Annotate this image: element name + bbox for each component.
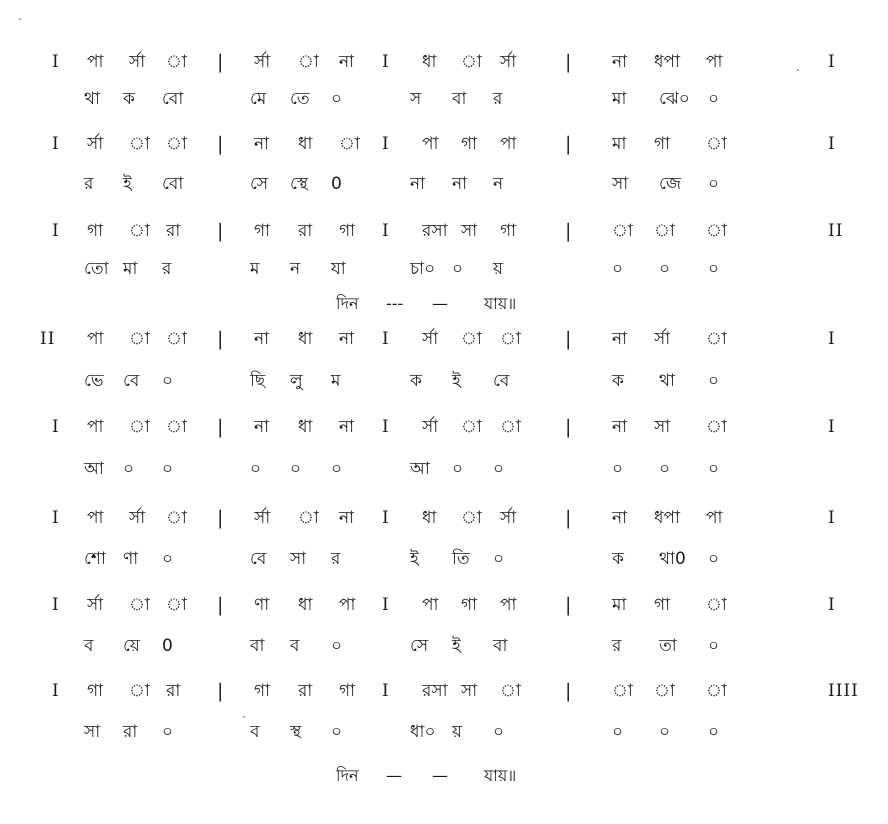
lyric-syllable: ক (123, 89, 135, 109)
lyric-syllable: ন (493, 174, 504, 194)
swara-note: না (612, 52, 628, 72)
lyric-syllable: রা (123, 722, 138, 742)
lyric-syllable: ক (612, 371, 624, 391)
refrain-word: — (386, 766, 402, 785)
lyric-syllable: বে (123, 371, 140, 391)
lyric-syllable: ব (290, 636, 300, 656)
swara-note: র্সা (500, 508, 517, 528)
lyric-syllable: ন (290, 259, 301, 279)
bar-line: I (52, 134, 60, 154)
bar-line: I (52, 595, 60, 615)
swara-note: ধা (298, 134, 313, 154)
bar-line: I (828, 417, 836, 437)
swara-note: র্সা (87, 134, 104, 154)
lyric-syllable: মে (250, 89, 267, 109)
lyric-syllable: ০ (331, 89, 343, 109)
lyric-syllable: সে (250, 174, 269, 194)
swara-note: পা (87, 508, 104, 528)
lyric-syllable: ই (123, 174, 132, 194)
refrain-word: দিন (336, 294, 359, 313)
lyric-syllable: ০ (331, 636, 343, 656)
swara-note: মা (612, 134, 627, 154)
bar-line: | (565, 133, 572, 155)
lyric-syllable: মা (612, 89, 627, 109)
swara-note: রা (298, 681, 313, 701)
lyric-syllable: ব (84, 636, 94, 656)
lyric-syllable: ক (612, 549, 624, 569)
swara-note: া (654, 681, 675, 701)
lyric-syllable: মা (123, 259, 138, 279)
swara-note: া (129, 134, 150, 154)
swara-note: া (612, 681, 633, 701)
swara-note: না (339, 52, 355, 72)
bar-line: I (382, 508, 390, 528)
lyric-syllable: ০ (331, 459, 343, 479)
bar-line: I (382, 681, 390, 701)
bar-line: IIII (828, 681, 859, 701)
swara-note: পা (422, 595, 439, 615)
swara-note: রসা (422, 221, 448, 241)
refrain-line (0, 762, 888, 790)
swara-note: র্সা (254, 52, 271, 72)
lyric-syllable: বে (250, 549, 267, 569)
lyric-syllable: ০ (250, 459, 262, 479)
lyric-syllable: না (410, 174, 426, 194)
swara-note: ধা (298, 329, 313, 349)
lyric-syllable: ০ (290, 459, 302, 479)
swara-note: মা (612, 595, 627, 615)
lyric-line (0, 255, 888, 283)
lyric-syllable: ০ (659, 722, 671, 742)
lyric-line (0, 632, 888, 660)
bar-line: I (52, 508, 60, 528)
swara-note: া (298, 52, 319, 72)
bar-line: I (828, 595, 836, 615)
lyric-line (0, 718, 888, 746)
swara-note: ধপা (654, 508, 680, 528)
bar-line: I (52, 221, 60, 241)
bar-line: I (382, 417, 390, 437)
swara-note: পা (706, 52, 723, 72)
refrain-word: — (432, 766, 448, 785)
notation-line (0, 48, 888, 76)
swara-note: া (339, 134, 360, 154)
swara-note: রা (166, 681, 181, 701)
swara-note: া (166, 417, 187, 437)
swara-note: া (500, 329, 521, 349)
swara-note: না (612, 417, 628, 437)
bar-line: I (52, 52, 60, 72)
lyric-syllable: সা (612, 174, 629, 194)
lyric-line (0, 545, 888, 573)
bar-line: I (382, 221, 390, 241)
swara-note: না (254, 329, 270, 349)
lyric-syllable: 0 (162, 636, 173, 656)
swara-note: না (339, 417, 355, 437)
lyric-line (0, 455, 888, 483)
lyric-syllable: য় (493, 259, 504, 279)
notation-line (0, 413, 888, 441)
lyric-syllable: ০ (659, 259, 671, 279)
bar-line: | (565, 416, 572, 438)
swara-note: ণা (254, 595, 270, 615)
swara-note: া (461, 417, 482, 437)
lyric-syllable: স্থ (290, 722, 302, 742)
lyric-syllable: বো (162, 174, 184, 194)
lyric-syllable: সে (410, 636, 429, 656)
lyric-syllable: বে (493, 371, 510, 391)
lyric-syllable: ণা (123, 549, 139, 569)
lyric-syllable: বা (452, 89, 467, 109)
lyric-syllable: ধা০ (410, 722, 436, 742)
lyric-syllable: ই (452, 636, 461, 656)
lyric-syllable: ০ (708, 549, 720, 569)
swara-note: গা (461, 595, 478, 615)
bar-line: | (217, 133, 224, 155)
lyric-syllable: চা০ (410, 259, 436, 279)
swara-note: া (461, 508, 482, 528)
lyric-syllable: ০ (612, 259, 624, 279)
scan-speck (797, 69, 799, 71)
notation-line (0, 504, 888, 532)
swara-note: পা (87, 52, 104, 72)
lyric-syllable: তে (290, 89, 310, 109)
swara-note: া (500, 681, 521, 701)
swara-note: া (654, 221, 675, 241)
lyric-syllable: ০ (162, 722, 174, 742)
lyric-syllable: ০ (612, 459, 624, 479)
lyric-syllable: ০ (708, 174, 720, 194)
bar-line: I (382, 52, 390, 72)
bar-line: | (565, 594, 572, 616)
lyric-syllable: ০ (708, 89, 720, 109)
lyric-syllable: ০ (612, 722, 624, 742)
swara-note: গা (500, 221, 517, 241)
swara-note: া (129, 329, 150, 349)
lyric-syllable: 0 (331, 174, 342, 194)
swara-note: না (339, 508, 355, 528)
lyric-line (0, 367, 888, 395)
lyric-syllable: তা (659, 636, 677, 656)
swara-note: সা (654, 417, 671, 437)
lyric-syllable: র (84, 174, 94, 194)
lyric-syllable: স (410, 89, 422, 109)
lyric-syllable: ০ (493, 459, 505, 479)
lyric-syllable: ০ (162, 549, 174, 569)
bar-line: | (565, 328, 572, 350)
swara-note: ধা (298, 595, 313, 615)
bar-line: | (565, 220, 572, 242)
bar-line: II (828, 221, 844, 241)
lyric-syllable: ই (452, 371, 461, 391)
swara-note: রসা (422, 681, 448, 701)
lyric-syllable: ০ (123, 459, 135, 479)
lyric-syllable: ০ (708, 722, 720, 742)
swara-note: পা (87, 329, 104, 349)
swara-note: পা (706, 508, 723, 528)
lyric-syllable: তি (452, 549, 470, 569)
bar-line: | (565, 680, 572, 702)
lyric-syllable: ০ (331, 722, 343, 742)
swara-note: র্সা (500, 52, 517, 72)
swara-note: া (166, 134, 187, 154)
lyric-syllable: র (493, 89, 503, 109)
lyric-syllable: তো (84, 259, 109, 279)
bar-line: | (217, 328, 224, 350)
lyric-syllable: ক (410, 371, 422, 391)
swara-note: গা (339, 221, 356, 241)
lyric-syllable: ভে (84, 371, 104, 391)
lyric-syllable: ০ (162, 371, 174, 391)
bar-line: I (828, 134, 836, 154)
bar-line: | (217, 51, 224, 73)
scan-speck (243, 716, 245, 718)
lyric-syllable: ০ (493, 549, 505, 569)
bar-line: | (217, 680, 224, 702)
swara-note: র্সা (422, 417, 439, 437)
lyric-syllable: সা (290, 549, 307, 569)
lyric-syllable: থা (659, 371, 675, 391)
lyric-syllable: ম (250, 259, 260, 279)
swara-note: না (339, 329, 355, 349)
lyric-syllable: ০ (493, 722, 505, 742)
lyric-syllable: বা (250, 636, 265, 656)
notation-line (0, 677, 888, 705)
swara-note: গা (461, 134, 478, 154)
lyric-syllable: ব (250, 722, 260, 742)
lyric-syllable: যা (331, 259, 346, 279)
swara-note: গা (87, 681, 104, 701)
swara-note: পা (500, 134, 517, 154)
swara-note: সা (461, 681, 478, 701)
swara-note: গা (87, 221, 104, 241)
refrain-word: দিন (336, 766, 359, 785)
bar-line: I (828, 52, 836, 72)
lyric-syllable: ঝে০ (659, 89, 690, 109)
bar-line: I (382, 329, 390, 349)
bar-line: II (40, 329, 56, 349)
swara-note: র্সা (129, 52, 146, 72)
lyric-syllable: শো (84, 549, 106, 569)
lyric-syllable: র (612, 636, 622, 656)
swara-note: না (254, 417, 270, 437)
lyric-syllable: থা0 (659, 549, 686, 569)
swara-note: র্সা (422, 329, 439, 349)
bar-line: | (217, 220, 224, 242)
lyric-syllable: লু (290, 371, 303, 391)
lyric-syllable: ই (410, 549, 419, 569)
swara-note: রা (298, 221, 313, 241)
lyric-line (0, 170, 888, 198)
swara-note: না (612, 329, 628, 349)
swara-note: া (706, 417, 727, 437)
swara-note: সা (461, 221, 478, 241)
lyric-syllable: ০ (708, 259, 720, 279)
bar-line: | (217, 416, 224, 438)
swara-note: ধা (298, 417, 313, 437)
bar-line: | (565, 507, 572, 529)
swara-note: া (166, 595, 187, 615)
lyric-syllable: ০ (708, 636, 720, 656)
swara-note: া (461, 329, 482, 349)
lyric-syllable: ০ (162, 459, 174, 479)
swara-note: রা (166, 221, 181, 241)
swara-note: া (500, 417, 521, 437)
lyric-syllable: ছি (250, 371, 266, 391)
scan-speck (19, 18, 21, 20)
swara-note: া (461, 52, 482, 72)
lyric-syllable: য় (452, 722, 463, 742)
refrain-word: --- (386, 294, 404, 313)
bar-line: I (382, 134, 390, 154)
lyric-syllable: ম (331, 371, 341, 391)
lyric-syllable: য়ে (123, 636, 140, 656)
bar-line: I (52, 417, 60, 437)
refrain-line (0, 290, 888, 318)
swara-note: গা (254, 221, 271, 241)
lyric-syllable: আ (84, 459, 104, 479)
lyric-syllable: ০ (708, 459, 720, 479)
swara-note: া (706, 681, 727, 701)
lyric-syllable: র (331, 549, 341, 569)
swara-note: না (612, 508, 628, 528)
swara-note: ধা (422, 508, 437, 528)
swara-note: া (706, 221, 727, 241)
lyric-syllable: ০ (659, 459, 671, 479)
lyric-syllable: জে (659, 174, 682, 194)
notation-line (0, 591, 888, 619)
swara-note: া (129, 595, 150, 615)
notation-line (0, 130, 888, 158)
swara-note: ধা (422, 52, 437, 72)
swara-note: গা (654, 134, 671, 154)
lyric-syllable: ০ (708, 371, 720, 391)
lyric-syllable: ০ (452, 259, 464, 279)
swara-note: া (706, 329, 727, 349)
lyric-syllable: থা (84, 89, 100, 109)
lyric-syllable: ০ (452, 459, 464, 479)
swara-note: া (612, 221, 633, 241)
swara-note: া (166, 508, 187, 528)
swara-note: র্সা (129, 508, 146, 528)
swara-note: া (298, 508, 319, 528)
swara-note: পা (500, 595, 517, 615)
bar-line: | (217, 594, 224, 616)
notation-line (0, 217, 888, 245)
swara-note: না (254, 134, 270, 154)
swara-note: পা (422, 134, 439, 154)
lyric-syllable: বা (493, 636, 508, 656)
swara-note: র্সা (654, 329, 671, 349)
swara-note: া (166, 329, 187, 349)
notation-line (0, 325, 888, 353)
swara-note: র্সা (254, 508, 271, 528)
bar-line: I (828, 508, 836, 528)
lyric-syllable: সা (84, 722, 101, 742)
swara-note: র্সা (87, 595, 104, 615)
bar-line: | (565, 51, 572, 73)
bar-line: I (382, 595, 390, 615)
swara-note: গা (254, 681, 271, 701)
swara-note: গা (654, 595, 671, 615)
lyric-syllable: আ (410, 459, 430, 479)
bar-line: I (52, 681, 60, 701)
swara-note: া (129, 681, 150, 701)
swara-note: পা (339, 595, 356, 615)
swara-note: পা (87, 417, 104, 437)
lyric-line (0, 85, 888, 113)
swara-note: া (129, 417, 150, 437)
bar-line: I (828, 329, 836, 349)
swara-note: া (129, 221, 150, 241)
bar-line: | (217, 507, 224, 529)
swara-note: া (706, 595, 727, 615)
swara-note: া (706, 134, 727, 154)
swara-note: ধপা (654, 52, 680, 72)
lyric-syllable: বো (162, 89, 184, 109)
lyric-syllable: স্থে (290, 174, 309, 194)
swara-note: া (166, 52, 187, 72)
lyric-syllable: না (452, 174, 468, 194)
refrain-word: — (432, 294, 448, 313)
refrain-word: যায়॥ (484, 766, 517, 785)
lyric-syllable: র (162, 259, 172, 279)
swara-note: গা (339, 681, 356, 701)
refrain-word: যায়॥ (484, 294, 517, 313)
